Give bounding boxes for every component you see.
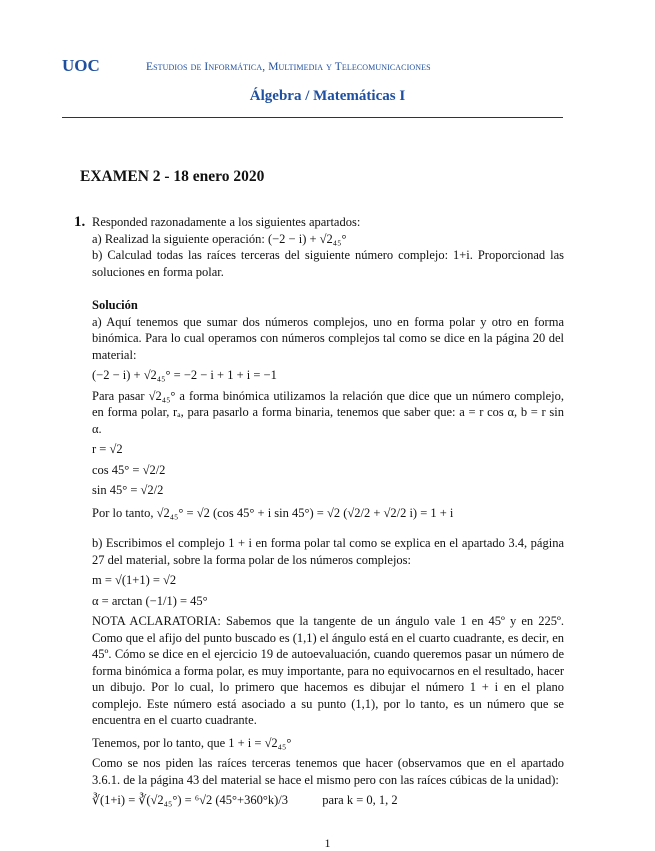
r-equation: r = √2 [92, 442, 123, 456]
question-intro: Responded razonadamente a los siguientes apartados: [92, 215, 361, 229]
cos-equation: cos 45° = √2/2 [92, 462, 166, 477]
solution-a-equation: (−2 − i) + √2₄₅° = −2 − i + 1 + i = −1 [92, 368, 277, 382]
roots-equation-row [92, 792, 564, 809]
exam-title: EXAMEN 2 - 18 enero 2020 [80, 168, 265, 185]
uoc-logo: UOC [62, 56, 100, 75]
solution-b-intro: b) Escribimos el complejo 1 + i en forma polar tal como se explica en el apartado 3.4, página 27 del material, sobre la forma polar de los números complejos: [92, 536, 564, 567]
solution-a-conclusion: Por lo tanto, √2₄₅° = √2 (cos 45° + i sin 45°) = √2 (√2/2 + √2/2 i) = 1 + i [92, 505, 454, 520]
modulus-equation: m = √(1+1) = √2 [92, 573, 177, 587]
solution-title: Solución [92, 298, 138, 312]
roots-equation: ∛(1+i) = ∛(√2₄₅°) = ⁶√2 (45°+360°k)/3 [92, 793, 288, 807]
roots-intro: Como se nos piden las raíces terceras tenemos que hacer (observamos que en el apartado 3.6.1. de la página 43 del material se hace el mismo pero con las raíces cúbicas de la unidad): [92, 756, 564, 787]
page-number: 1 [324, 836, 331, 850]
argument-equation: α = arctan (−1/1) = 45° [92, 593, 208, 608]
header-rule [62, 117, 563, 118]
question-number: 1. [74, 214, 86, 230]
solution-a-paragraph: Para pasar √2₄₅° a forma binómica utilizamos la relación que dice que un número complejo, en forma polar, rₐ, para pasarlo a forma binaria, tenemos que saber que: a = r cos α, b = r sin α. [92, 388, 564, 436]
subject-title: Álgebra / Matemáticas I [249, 88, 406, 104]
sin-equation: sin 45° = √2/2 [92, 483, 164, 497]
question-statement [92, 214, 564, 280]
polar-result: Tenemos, por lo tanto, que 1 + i = √2₄₅° [92, 735, 292, 750]
clarifying-note: NOTA ACLARATORIA: Sabemos que la tangente de un ángulo vale 1 en 45º y en 225º. Como que el afijo del punto buscado es (1,1) el ángulo está en el cuarto cuadrante, es decir, en 45º. Cómo se dice en el ejercicio 19 de autoevaluación, cuando queremos pasar un número de forma binómica a forma polar, es muy importante, para no equivocarnos en el resultado, hacer un dibujo. Por lo cual, lo primero que hacemos es dibujar el número 1 + i en el plano complejo. Este número está asociado a su punto (1,1), por lo tanto, es un número que se encuentra en el cuarto cuadrante. [92, 614, 564, 727]
question-part-b: b) Calculad todas las raíces terceras del siguiente número complejo: 1+i. Proporcionad las soluciones en forma polar. [92, 248, 564, 279]
solution-a-intro: a) Aquí tenemos que sumar dos números complejos, uno en forma polar y otro en forma binómica. Para lo cual operamos con números complejos tal como se dice en la página 20 del material: [92, 314, 564, 362]
roots-k-values: para k = 0, 1, 2 [322, 793, 398, 807]
question-part-a: a) Realizad la siguiente operación: (−2 − i) + √2₄₅° [92, 231, 347, 246]
studies-title: Estudios de Informática, Multimedia y Telecomunicaciones [146, 61, 431, 73]
solution-block [92, 297, 564, 809]
